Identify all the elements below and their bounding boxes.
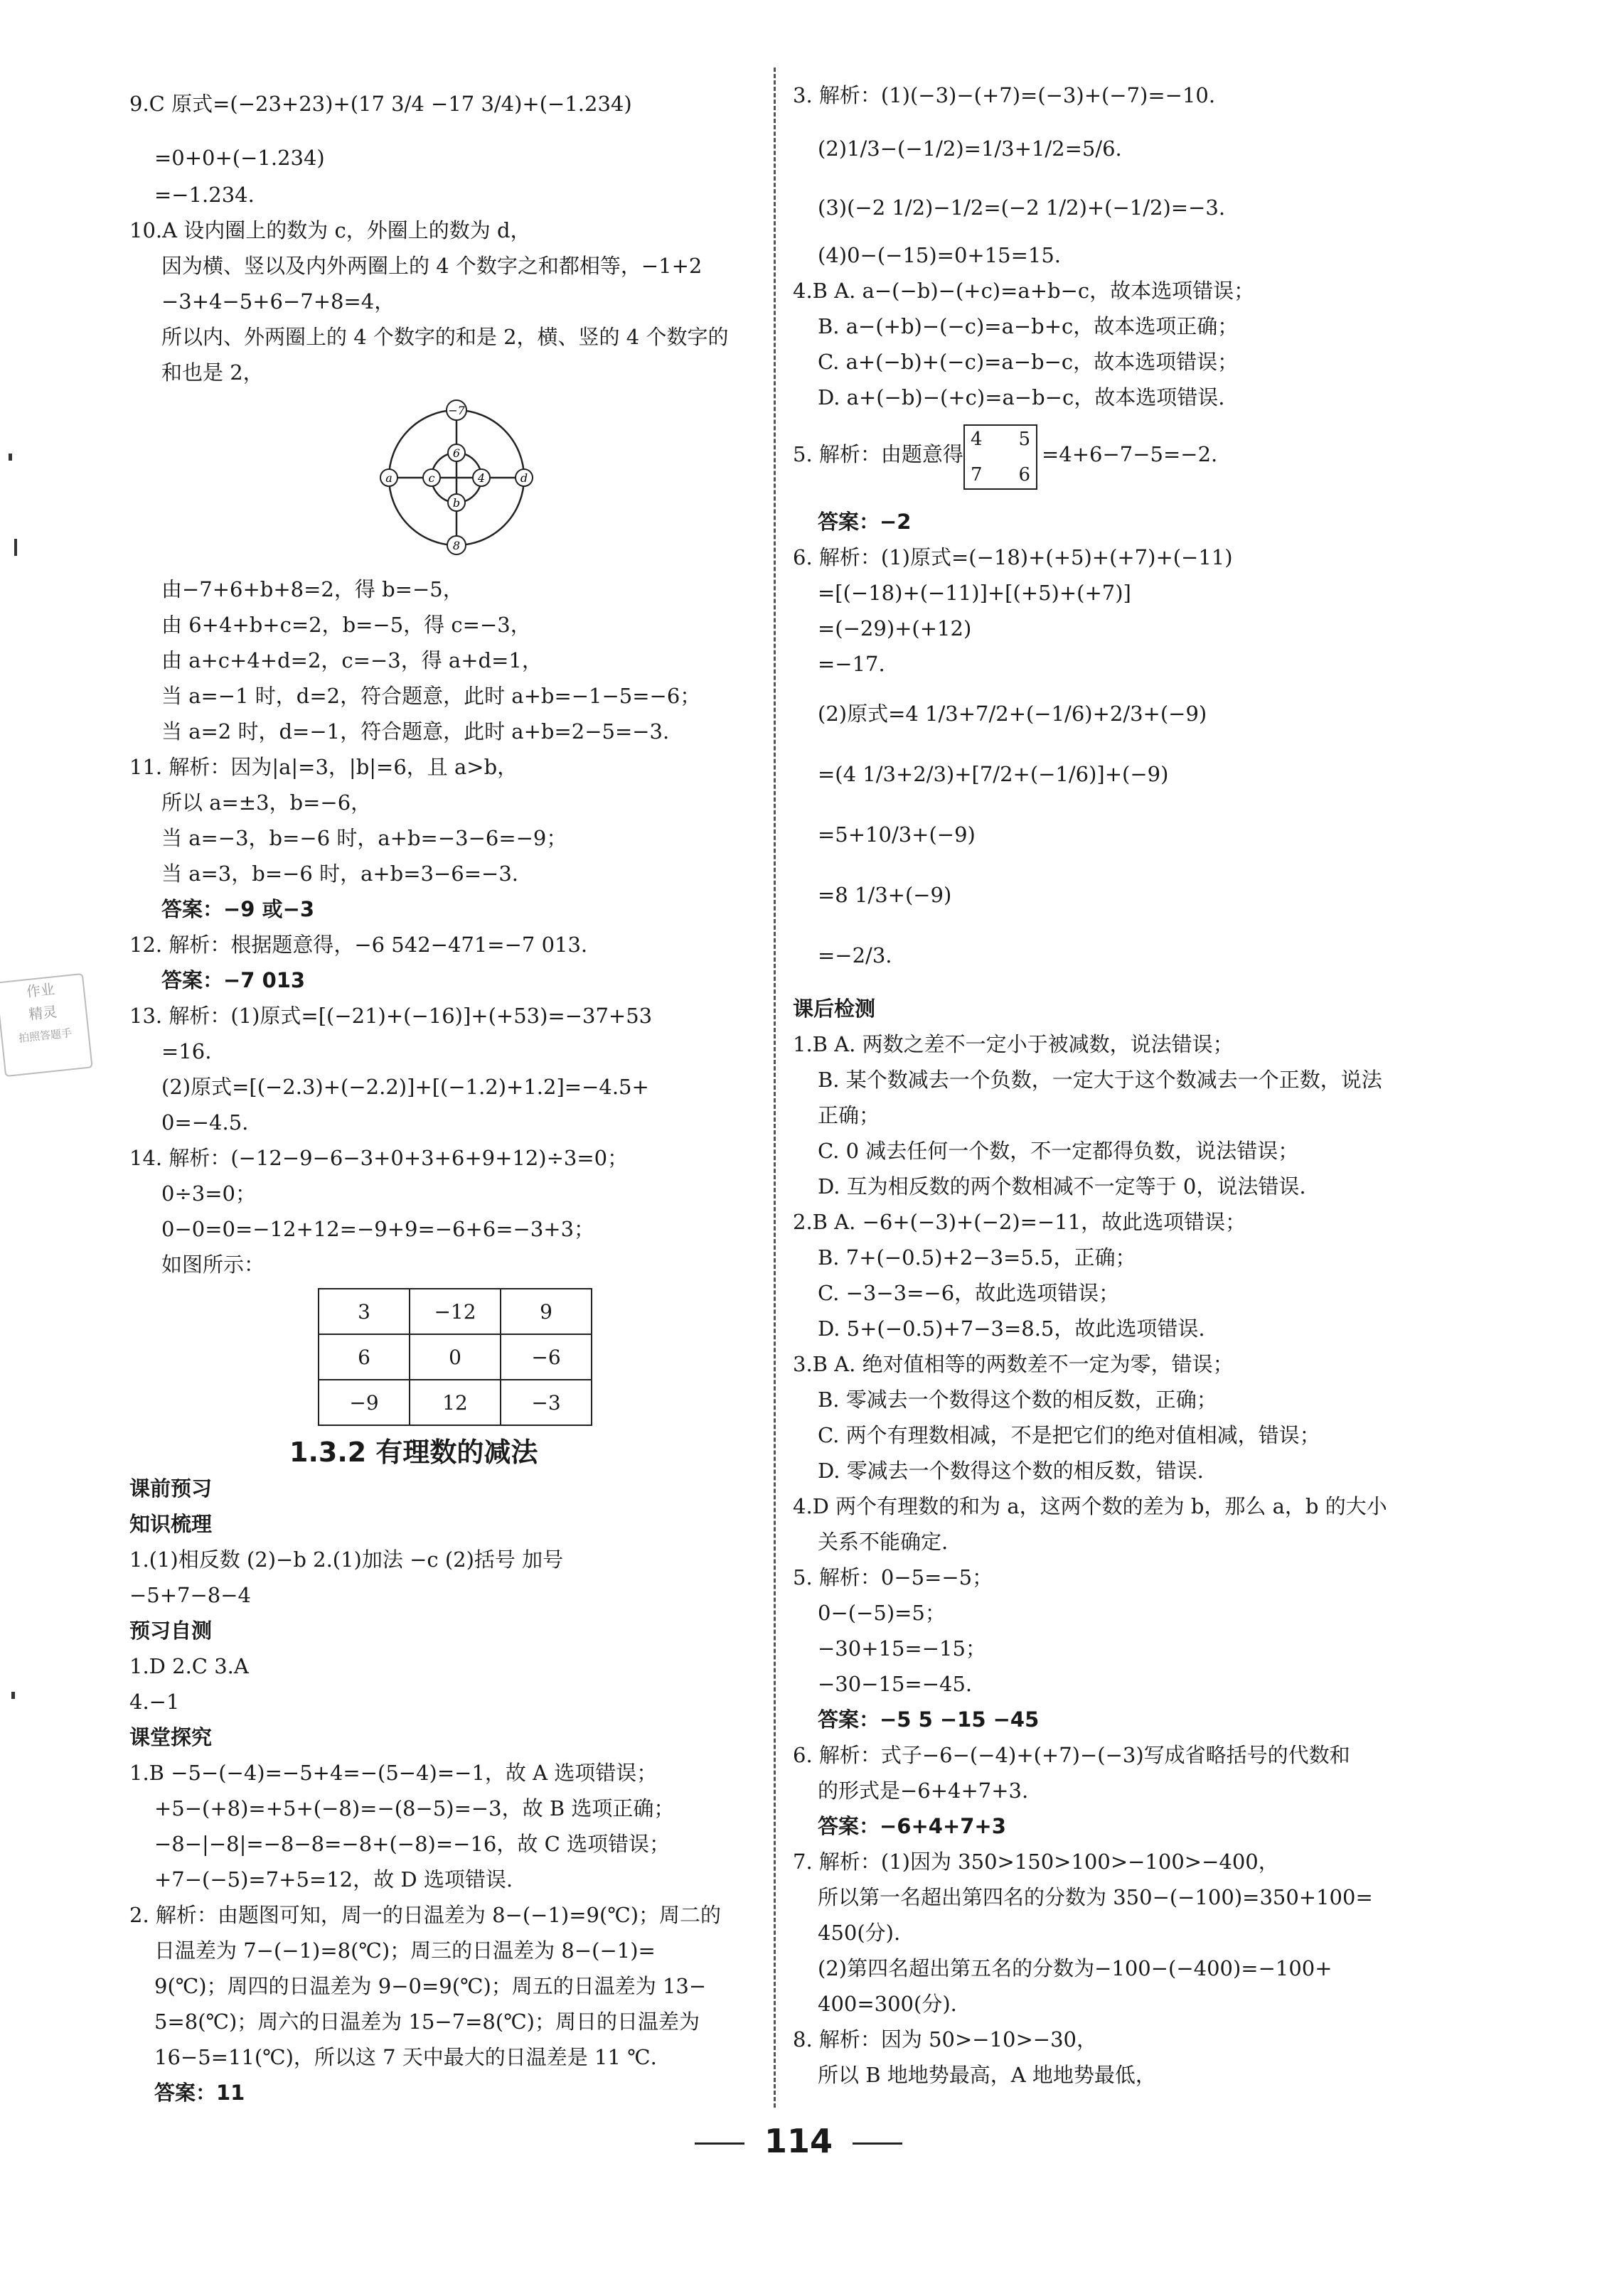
- node-label: c: [428, 471, 435, 485]
- text-line: 0−(−5)=5；: [818, 1601, 946, 1625]
- section-title: 1.3.2 有理数的减法: [289, 1437, 538, 1468]
- table-cell: 3: [319, 1289, 410, 1334]
- text-line: 0=−4.5.: [161, 1110, 249, 1134]
- text-line: 1.D 2.C 3.A: [129, 1654, 249, 1678]
- text-line: 9.C 原式=(−23+23)+(17 3/4 −17 3/4)+(−1.234): [129, 92, 632, 116]
- text-line: C. −3−3=−6，故此选项错误；: [818, 1281, 1120, 1305]
- text-line: C. 0 减去任何一个数，不一定都得负数，说法错误；: [818, 1139, 1299, 1163]
- text-line: 所以 a=±3，b=−6，: [161, 790, 372, 815]
- text-line: 1.B A. 两数之差不一定小于被减数，说法错误；: [793, 1032, 1234, 1056]
- box-value: 5: [1018, 429, 1030, 450]
- text-line: (3)(−2 1/2)−1/2=(−2 1/2)+(−1/2)=−3.: [818, 195, 1226, 220]
- text-line: 10.A 设内圈上的数为 c，外圈上的数为 d，: [129, 218, 531, 242]
- text-line: =16.: [161, 1039, 212, 1063]
- text-line: B. a−(+b)−(−c)=a−b+c，故本选项正确；: [818, 314, 1239, 338]
- text-line: 2.B A. −6+(−3)+(−2)=−11，故此选项错误；: [793, 1210, 1246, 1234]
- table-cell: 9: [501, 1289, 592, 1334]
- text-line: −5+7−8−4: [129, 1583, 251, 1607]
- table-row: [319, 1334, 592, 1380]
- text-line: 6. 解析：(1)原式=(−18)+(+5)+(+7)+(−11): [793, 545, 1233, 569]
- text-line: 因为横、竖以及内外两圈上的 4 个数字之和都相等，−1+2: [161, 254, 703, 278]
- table-cell: 6: [319, 1334, 410, 1380]
- text-line: 3. 解析：(1)(−3)−(+7)=(−3)+(−7)=−10.: [793, 83, 1216, 107]
- text-line: 所以 B 地地势最高，A 地地势最低，: [818, 2063, 1156, 2087]
- text-line: =0+0+(−1.234): [154, 146, 325, 170]
- text-line: 3.B A. 绝对值相等的两数差不一定为零，错误；: [793, 1352, 1234, 1376]
- text-line: 4.−1: [129, 1690, 180, 1714]
- text-line: 6. 解析：式子−6−(−4)+(+7)−(−3)写成省略括号的代数和: [793, 1743, 1350, 1767]
- node-label: b: [452, 496, 461, 510]
- text-line: 400=300(分).: [818, 1992, 957, 2016]
- text-line: 16−5=11(℃)，所以这 7 天中最大的日温差是 11 ℃.: [154, 2045, 657, 2069]
- column-divider: [774, 68, 776, 2108]
- text-line: D. 互为相反数的两个数相减不一定等于 0，说法错误.: [818, 1174, 1306, 1198]
- text-line: (2)第四名超出第五名的分数为−100−(−400)=−100+: [818, 1956, 1332, 1980]
- text-line: 所以内、外两圈上的 4 个数字的和是 2，横、竖的 4 个数字的: [161, 325, 729, 349]
- page-number: [0, 2122, 1597, 2160]
- text-line: B. 某个数减去一个负数，一定大于这个数减去一个正数，说法: [818, 1068, 1382, 1092]
- text-line: 1.(1)相反数 (2)−b 2.(1)加法 −c (2)括号 加号: [129, 1547, 564, 1572]
- answer-line: 答案：−5 5 −15 −45: [818, 1707, 1040, 1732]
- table-cell: 12: [410, 1380, 501, 1425]
- node-label: a: [385, 471, 392, 485]
- text-line: 5=8(℃)；周六的日温差为 15−7=8(℃)；周日的日温差为: [154, 2010, 700, 2034]
- text-line: (2)原式=4 1/3+7/2+(−1/6)+2/3+(−9): [818, 702, 1207, 726]
- page-number-text: 114: [764, 2122, 833, 2160]
- dash-left: [695, 2142, 744, 2145]
- text-line: 关系不能确定.: [818, 1530, 949, 1554]
- text-line: B. 零减去一个数得这个数的相反数，正确；: [818, 1388, 1217, 1412]
- text-line: 当 a=−3，b=−6 时，a+b=−3−6=−9；: [161, 826, 567, 850]
- table-cell: −9: [319, 1380, 410, 1425]
- text-line: D. 零减去一个数得这个数的相反数，错误.: [818, 1459, 1204, 1483]
- text-line: 14. 解析：(−12−9−6−3+0+3+6+9+12)÷3=0；: [129, 1146, 629, 1170]
- text-line: B. 7+(−0.5)+2−3=5.5，正确；: [818, 1245, 1136, 1270]
- text-line: C. 两个有理数相减，不是把它们的绝对值相减，错误；: [818, 1423, 1320, 1447]
- text-line: 由 6+4+b+c=2，b=−5，得 c=−3，: [161, 613, 531, 637]
- magic-square-table: [318, 1288, 592, 1426]
- text-line: =4+6−7−5=−2.: [1042, 442, 1218, 466]
- box-value: 4: [971, 429, 983, 450]
- subheading: 课堂探究: [129, 1725, 213, 1749]
- answer-line: 答案：11: [154, 2081, 245, 2105]
- text-line: 正确；: [818, 1103, 880, 1127]
- text-line: =(−29)+(+12): [818, 616, 972, 640]
- text-line: 当 a=3，b=−6 时，a+b=3−6=−3.: [161, 862, 519, 886]
- text-line: 所以第一名超出第四名的分数为 350−(−100)=350+100=: [818, 1885, 1373, 1909]
- number-box: [963, 424, 1037, 490]
- text-line: C. a+(−b)+(−c)=a−b−c，故本选项错误；: [818, 350, 1239, 374]
- text-line: 8. 解析：因为 50>−10>−30，: [793, 2027, 1098, 2051]
- text-line: 如图所示：: [161, 1252, 265, 1277]
- text-line: 13. 解析：(1)原式=[(−21)+(−16)]+(+53)=−37+53: [129, 1004, 653, 1028]
- text-line: 4.B A. a−(−b)−(+c)=a+b−c，故本选项错误；: [793, 279, 1255, 303]
- answer-line: 答案：−6+4+7+3: [818, 1814, 1006, 1838]
- node-label: −7: [448, 404, 465, 417]
- text-line: 当 a=−1 时，d=2，符合题意，此时 a+b=−1−5=−6；: [161, 684, 701, 708]
- table-cell: 0: [410, 1334, 501, 1380]
- table-row: [319, 1289, 592, 1334]
- text-line: =(4 1/3+2/3)+[7/2+(−1/6)]+(−9): [818, 762, 1169, 786]
- answer-line: 答案：−9 或−3: [161, 897, 315, 921]
- table-cell: −6: [501, 1334, 592, 1380]
- dash-right: [853, 2142, 902, 2145]
- node-label: 4: [477, 471, 486, 485]
- scan-mark: [14, 539, 17, 556]
- text-line: =[(−18)+(−11)]+[(+5)+(+7)]: [818, 581, 1131, 605]
- answer-line: 答案：−7 013: [161, 968, 306, 992]
- text-line: 4.D 两个有理数的和为 a，这两个数的差为 b，那么 a，b 的大小: [793, 1494, 1387, 1518]
- text-line: −3+4−5+6−7+8=4，: [161, 289, 395, 313]
- text-line: D. 5+(−0.5)+7−3=8.5，故此选项错误.: [818, 1316, 1205, 1341]
- stamp-watermark: 作业 精灵 拍照答题手: [0, 973, 93, 1077]
- text-line: 11. 解析：因为|a|=3，|b|=6，且 a>b，: [129, 755, 518, 779]
- text-line: 0÷3=0；: [161, 1181, 256, 1206]
- text-line: −30−15=−45.: [818, 1672, 973, 1696]
- scan-mark: [9, 454, 12, 461]
- table-cell: −12: [410, 1289, 501, 1334]
- text-line: =5+10/3+(−9): [818, 822, 976, 847]
- text-line: 5. 解析：0−5=−5；: [793, 1565, 993, 1589]
- text-line: 1.B −5−(−4)=−5+4=−(5−4)=−1，故 A 选项错误；: [129, 1761, 658, 1785]
- text-line: +7−(−5)=7+5=12，故 D 选项错误.: [154, 1867, 513, 1892]
- text-line: D. a+(−b)−(+c)=a−b−c，故本选项错误.: [818, 385, 1225, 409]
- text-line: 的形式是−6+4+7+3.: [818, 1779, 1029, 1803]
- text-line: =8 1/3+(−9): [818, 883, 952, 907]
- subheading: 课后检测: [793, 997, 876, 1021]
- text-line: 日温差为 7−(−1)=8(℃)；周三的日温差为 8−(−1)=: [154, 1938, 656, 1963]
- text-line: 由 a+c+4+d=2，c=−3，得 a+d=1，: [161, 648, 543, 672]
- table-cell: −3: [501, 1380, 592, 1425]
- text-line: (2)1/3−(−1/2)=1/3+1/2=5/6.: [818, 136, 1122, 161]
- answer-line: 答案：−2: [818, 510, 912, 534]
- text-line: +5−(+8)=+5+(−8)=−(8−5)=−3，故 B 选项正确；: [154, 1796, 675, 1820]
- text-line: (4)0−(−15)=0+15=15.: [818, 243, 1062, 267]
- circle-diagram: [364, 396, 549, 567]
- node-label: 6: [452, 446, 461, 460]
- scan-mark: [11, 1692, 15, 1699]
- text-line: 7. 解析：(1)因为 350>150>100>−100>−400，: [793, 1850, 1279, 1874]
- subheading: 课前预习: [129, 1476, 213, 1501]
- box-value: 6: [1018, 464, 1030, 486]
- node-label: d: [520, 471, 528, 485]
- text-line: =−17.: [818, 652, 885, 676]
- text-line: =−1.234.: [154, 183, 255, 207]
- node-label: 8: [452, 539, 461, 552]
- text-line: −30+15=−15；: [818, 1636, 986, 1661]
- text-line: −8−|−8|=−8−8=−8+(−8)=−16，故 C 选项错误；: [154, 1832, 670, 1856]
- text-line: 和也是 2，: [161, 360, 264, 385]
- text-line: 由−7+6+b+8=2，得 b=−5，: [161, 577, 464, 601]
- box-value: 7: [971, 464, 983, 486]
- text-line: 12. 解析：根据题意得，−6 542−471=−7 013.: [129, 933, 588, 957]
- text-line: (2)原式=[(−2.3)+(−2.2)]+[(−1.2)+1.2]=−4.5+: [161, 1075, 649, 1099]
- text-line: 当 a=2 时，d=−1，符合题意，此时 a+b=2−5=−3.: [161, 719, 670, 744]
- text-line: 2. 解析：由题图可知，周一的日温差为 8−(−1)=9(℃)；周二的: [129, 1903, 722, 1927]
- text-line: 0−0=0=−12+12=−9+9=−6+6=−3+3；: [161, 1217, 595, 1241]
- subheading: 知识梳理: [129, 1512, 213, 1536]
- text-line: 450(分).: [818, 1921, 901, 1945]
- subheading: 预习自测: [129, 1619, 213, 1643]
- text-line: 9(℃)；周四的日温差为 9−0=9(℃)；周五的日温差为 13−: [154, 1974, 707, 1998]
- text-line: 5. 解析：由题意得: [793, 442, 963, 466]
- text-line: =−2/3.: [818, 943, 892, 967]
- table-row: [319, 1380, 592, 1425]
